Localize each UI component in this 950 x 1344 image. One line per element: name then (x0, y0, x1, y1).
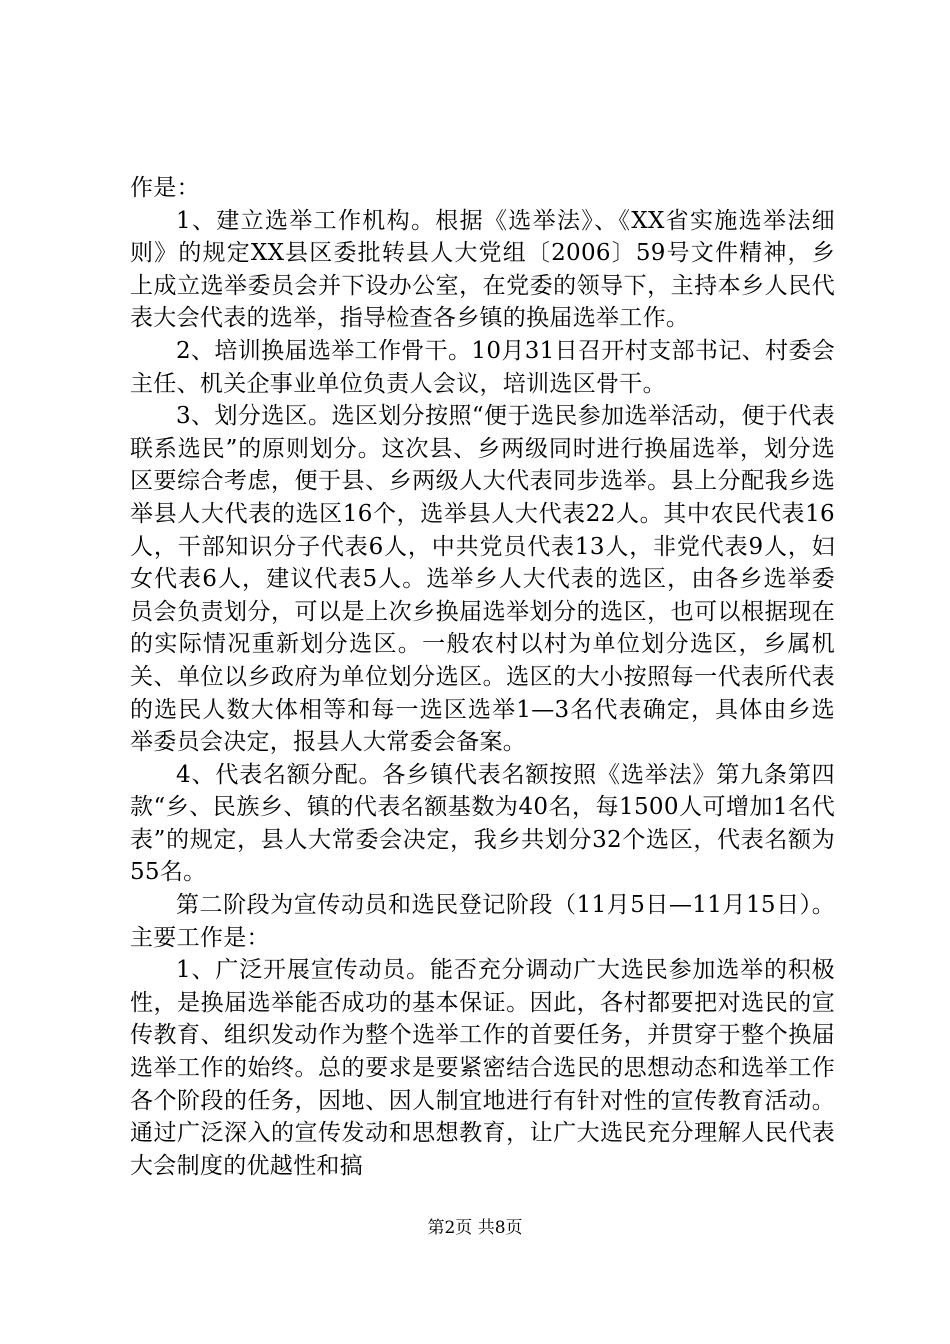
paragraph-phase-two: 第二阶段为宣传动员和选民登记阶段（11月5日—11月15日）。主要工作是： (130, 892, 835, 951)
paragraph-item-1-organization: 1、建立选举工作机构。根据《选举法》、《XX省实施选举法细则》的规定XX县区委批转县人大党组〔2006〕59号文件精神，乡上成立选举委员会并下设办公室，在党委的领导下，主持本乡人民代表大会代表的选举，指导检查各乡镇的换届选举工作。 (130, 207, 835, 332)
paragraph-item-3-districts: 3、划分选区。选区划分按照“便于选民参加选举活动，便于代表联系选民”的原则划分。这次县、乡两级同时进行换届选举，划分选区要综合考虑，便于县、乡两级人大代表同步选举。县上分配我乡选举县人大代表的选区16个，选举县人大代表22人。其中农民代表16人，干部知识分子代表6人，中共党员代表13人，非党代表9人，妇女代表6人，建议代表5人。选举乡人大代表的选区，由各乡选举委员会负责划分，可以是上次乡换届选举划分的选区，也可以根据现在的实际情况重新划分选区。一般农村以村为单位划分选区，乡属机关、单位以乡政府为单位划分选区。选区的大小按照每一代表所代表的选民人数大体相等和每一选区选举1—3名代表确定，具体由乡选举委员会决定，报县人大常委会备案。 (130, 403, 835, 756)
paragraph-phase-two-item-1: 1、广泛开展宣传动员。能否充分调动广大选民参加选举的积极性，是换届选举能否成功的基本保证。因此，各村都要把对选民的宣传教育、组织发动作为整个选举工作的首要任务，并贯穿于整个换届选举工作的始终。总的要求是要紧密结合选民的思想动态和选举工作各个阶段的任务，因地、因人制宜地进行有针对性的宣传教育活动。通过广泛深入的宣传发动和思想教育，让广大选民充分理解人民代表大会制度的优越性和搞 (130, 957, 835, 1179)
page-footer (0, 1217, 950, 1239)
paragraph-item-4-quota: 4、代表名额分配。各乡镇代表名额按照《选举法》第九条第四款“乡、民族乡、镇的代表名额基数为40名，每1500人可增加1名代表”的规定，县人大常委会决定，我乡共划分32个选区，代表名额为55名。 (130, 761, 835, 886)
paragraph-item-2-training: 2、培训换届选举工作骨干。10月31日召开村支部书记、村委会主任、机关企事业单位负责人会议，培训选区骨干。 (130, 337, 835, 397)
page-indicator: 第2页 共8页 (427, 1218, 523, 1238)
document-body (130, 172, 835, 1182)
paragraph-continuation: 作是： (130, 175, 200, 201)
